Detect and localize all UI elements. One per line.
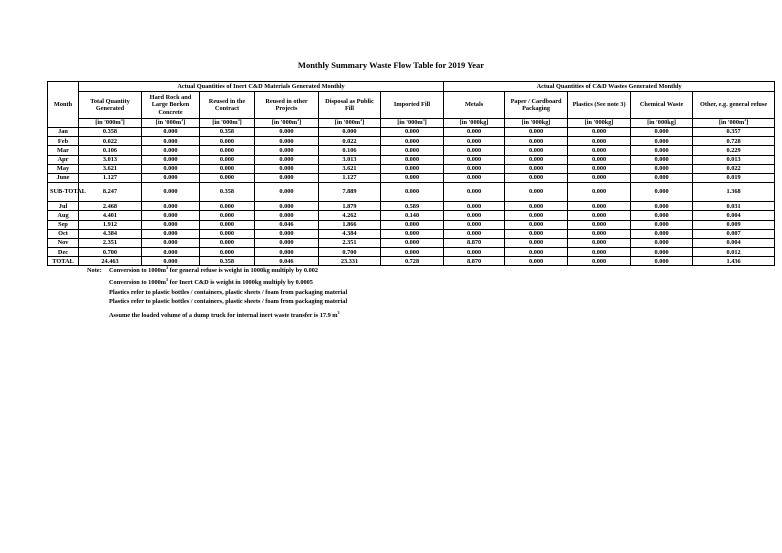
- month-cell: Jul: [48, 202, 79, 211]
- value-cell: 0.000: [200, 173, 255, 182]
- value-cell: 0.046: [255, 257, 319, 266]
- value-cell: 0.000: [505, 238, 568, 247]
- value-cell: 0.000: [568, 202, 631, 211]
- value-cell: 0.000: [142, 128, 200, 137]
- value-cell: 0.229: [693, 146, 775, 155]
- value-cell: 0.358: [200, 183, 255, 202]
- value-cell: 0.000: [200, 248, 255, 257]
- value-cell: 0.000: [444, 202, 505, 211]
- value-cell: 8.870: [444, 238, 505, 247]
- value-cell: 0.000: [200, 238, 255, 247]
- value-cell: 0.031: [693, 202, 775, 211]
- value-cell: 1.866: [319, 220, 381, 229]
- table-row: [48, 128, 775, 137]
- value-cell: 0.000: [255, 238, 319, 247]
- month-cell: Dec: [48, 248, 79, 257]
- value-cell: 0.000: [505, 155, 568, 164]
- value-cell: 0.000: [255, 248, 319, 257]
- month-cell: June: [48, 173, 79, 182]
- month-cell: Mar: [48, 146, 79, 155]
- value-cell: 0.000: [568, 137, 631, 146]
- month-cell: Jan: [48, 128, 79, 137]
- value-cell: 0.000: [444, 220, 505, 229]
- value-cell: 0.000: [381, 164, 444, 173]
- value-cell: 0.000: [505, 257, 568, 266]
- month-cell: Feb: [48, 137, 79, 146]
- value-cell: 0.000: [142, 257, 200, 266]
- value-cell: 0.000: [255, 146, 319, 155]
- value-cell: 0.000: [200, 164, 255, 173]
- value-cell: 0.004: [693, 238, 775, 247]
- value-cell: 0.000: [142, 183, 200, 202]
- wastes-group-header: Actual Quantities of C&D Wastes Generated Monthly: [444, 82, 775, 92]
- table-row: [48, 173, 775, 182]
- table-row: [48, 137, 775, 146]
- value-cell: 7.889: [319, 183, 381, 202]
- value-cell: 0.000: [631, 173, 693, 182]
- value-cell: 0.000: [255, 202, 319, 211]
- value-cell: 0.000: [568, 211, 631, 220]
- value-cell: 3.621: [79, 164, 142, 173]
- value-cell: 8.870: [444, 257, 505, 266]
- value-cell: 0.000: [505, 248, 568, 257]
- note-line-4: Plastics refer to plastic bottles / containers, plastic sheets / foam from packaging material: [109, 298, 348, 305]
- month-cell: May: [48, 164, 79, 173]
- value-cell: 0.000: [631, 164, 693, 173]
- column-header: Disposal as Public Fill: [319, 92, 381, 119]
- value-cell: 1.912: [79, 220, 142, 229]
- value-cell: 0.700: [319, 248, 381, 257]
- value-cell: 0.358: [200, 128, 255, 137]
- value-cell: 0.046: [255, 220, 319, 229]
- value-cell: 2.468: [79, 202, 142, 211]
- value-cell: 0.000: [381, 128, 444, 137]
- table-title: Monthly Summary Waste Flow Table for 2019 Year: [297, 60, 485, 70]
- value-cell: 0.000: [319, 128, 381, 137]
- unit-label: [in '$000m^3$]: [693, 119, 775, 128]
- note-line-5: Assume the loaded volume of a dump truck for internal inert waste transfer is 17.9 $m^3$: [109, 309, 340, 319]
- value-cell: 0.000: [505, 229, 568, 238]
- value-cell: 0.000: [381, 137, 444, 146]
- value-cell: 0.000: [568, 164, 631, 173]
- value-cell: 0.000: [200, 202, 255, 211]
- value-cell: 0.000: [142, 155, 200, 164]
- table-row: [48, 238, 775, 247]
- value-cell: 0.000: [505, 164, 568, 173]
- value-cell: 0.000: [631, 257, 693, 266]
- value-cell: 0.004: [693, 211, 775, 220]
- value-cell: 0.000: [631, 183, 693, 202]
- value-cell: 0.000: [568, 183, 631, 202]
- value-cell: 0.357: [693, 128, 775, 137]
- value-cell: 1.127: [319, 173, 381, 182]
- value-cell: 0.589: [381, 202, 444, 211]
- value-cell: 0.358: [200, 257, 255, 266]
- value-cell: 0.019: [693, 173, 775, 182]
- table-row: [48, 211, 775, 220]
- value-cell: 0.000: [631, 137, 693, 146]
- column-header: Total Quantity Generated: [79, 92, 142, 119]
- value-cell: 3.013: [79, 155, 142, 164]
- value-cell: 0.000: [200, 146, 255, 155]
- column-header: Paper / Cardboard Packaging: [505, 92, 568, 119]
- value-cell: 0.000: [200, 155, 255, 164]
- unit-label: [in '000kg]: [568, 119, 631, 128]
- value-cell: 1.127: [79, 173, 142, 182]
- value-cell: 0.000: [381, 229, 444, 238]
- value-cell: 24.463: [79, 257, 142, 266]
- unit-label: [in '$000m^3$]: [381, 119, 444, 128]
- unit-label: [in '$000m^3$]: [319, 119, 381, 128]
- value-cell: 0.000: [381, 248, 444, 257]
- value-cell: 0.000: [568, 146, 631, 155]
- unit-label: [in '000kg]: [505, 119, 568, 128]
- value-cell: 0.000: [255, 155, 319, 164]
- value-cell: 0.013: [693, 155, 775, 164]
- column-header: Metals: [444, 92, 505, 119]
- note-line-3: Plastics refer to plastic bottles / containers, plastic sheets / foam from packaging material: [109, 289, 348, 296]
- value-cell: 0.000: [200, 137, 255, 146]
- value-cell: 0.000: [381, 183, 444, 202]
- value-cell: 0.000: [568, 173, 631, 182]
- value-cell: 0.000: [142, 220, 200, 229]
- value-cell: 3.013: [319, 155, 381, 164]
- value-cell: 4.384: [319, 229, 381, 238]
- unit-label: [in '$000m^3$]: [200, 119, 255, 128]
- value-cell: 0.000: [255, 128, 319, 137]
- value-cell: 0.000: [381, 173, 444, 182]
- value-cell: 0.000: [444, 229, 505, 238]
- value-cell: 0.000: [505, 173, 568, 182]
- value-cell: 0.000: [568, 229, 631, 238]
- value-cell: 23.331: [319, 257, 381, 266]
- value-cell: 0.000: [568, 257, 631, 266]
- table-row: [48, 220, 775, 229]
- value-cell: 0.000: [200, 220, 255, 229]
- value-cell: 0.000: [381, 155, 444, 164]
- column-header: Plastics (See note 3): [568, 92, 631, 119]
- value-cell: 0.000: [444, 146, 505, 155]
- value-cell: 0.000: [444, 183, 505, 202]
- value-cell: 0.000: [381, 238, 444, 247]
- value-cell: 0.000: [505, 137, 568, 146]
- value-cell: 0.000: [631, 229, 693, 238]
- unit-label: [in '$000m^3$]: [255, 119, 319, 128]
- value-cell: 4.401: [79, 211, 142, 220]
- value-cell: 0.000: [200, 211, 255, 220]
- value-cell: 0.000: [142, 202, 200, 211]
- value-cell: 0.007: [693, 229, 775, 238]
- value-cell: 0.000: [444, 137, 505, 146]
- value-cell: 0.000: [505, 211, 568, 220]
- value-cell: 1.368: [693, 183, 775, 202]
- value-cell: 0.000: [505, 220, 568, 229]
- column-header: Other, e.g. general refuse: [693, 92, 775, 119]
- column-header: Chemical Waste: [631, 92, 693, 119]
- value-cell: 0.000: [444, 164, 505, 173]
- value-cell: 0.000: [200, 229, 255, 238]
- column-header: Reused in the Contract: [200, 92, 255, 119]
- value-cell: 1.879: [319, 202, 381, 211]
- unit-label: [in '000kg]: [444, 119, 505, 128]
- unit-label: [in '$000m^3$]: [79, 119, 142, 128]
- value-cell: 0.000: [631, 146, 693, 155]
- table-row: [48, 155, 775, 164]
- value-cell: 0.000: [142, 229, 200, 238]
- value-cell: 0.000: [444, 128, 505, 137]
- column-header: Hard Rock and Large Borken Concrete: [142, 92, 200, 119]
- value-cell: 0.700: [79, 248, 142, 257]
- value-cell: 0.000: [381, 220, 444, 229]
- table-row: [48, 257, 775, 266]
- note-line-2: Conversion to $1000m^3$ for Inert C&D is weight in 1000kg multiply by 0.0005: [109, 276, 313, 286]
- value-cell: 0.000: [255, 183, 319, 202]
- value-cell: 0.000: [505, 202, 568, 211]
- value-cell: 0.000: [568, 238, 631, 247]
- value-cell: 0.000: [255, 164, 319, 173]
- value-cell: 0.000: [631, 220, 693, 229]
- value-cell: 0.000: [142, 137, 200, 146]
- value-cell: 0.012: [693, 248, 775, 257]
- value-cell: 0.000: [505, 146, 568, 155]
- value-cell: 0.000: [631, 202, 693, 211]
- value-cell: 0.022: [79, 137, 142, 146]
- value-cell: 2.351: [319, 238, 381, 247]
- value-cell: 0.000: [631, 238, 693, 247]
- value-cell: 0.000: [142, 146, 200, 155]
- month-cell: Aug: [48, 211, 79, 220]
- month-cell: Apr: [48, 155, 79, 164]
- table-row: [48, 164, 775, 173]
- unit-label: [in '$000m^3$]: [142, 119, 200, 128]
- value-cell: 0.106: [79, 146, 142, 155]
- month-cell: Nov: [48, 238, 79, 247]
- value-cell: 0.000: [631, 155, 693, 164]
- value-cell: 0.000: [142, 164, 200, 173]
- value-cell: 0.728: [693, 137, 775, 146]
- value-cell: 4.384: [79, 229, 142, 238]
- waste-flow-table: [47, 81, 775, 266]
- value-cell: 3.621: [319, 164, 381, 173]
- value-cell: 0.009: [693, 220, 775, 229]
- month-cell: SUB-TOTAL: [48, 183, 79, 202]
- note-line-1: Conversion to $1000m^3$ for general refuse is weight in 1000kg multiply by 0.002: [109, 264, 319, 274]
- table-row: [48, 229, 775, 238]
- month-cell: Sep: [48, 220, 79, 229]
- value-cell: 8.247: [79, 183, 142, 202]
- value-cell: 0.000: [142, 173, 200, 182]
- value-cell: 0.000: [568, 128, 631, 137]
- value-cell: 0.000: [444, 155, 505, 164]
- table-row: [48, 248, 775, 257]
- value-cell: 0.140: [381, 211, 444, 220]
- value-cell: 0.728: [381, 257, 444, 266]
- value-cell: 0.000: [444, 248, 505, 257]
- value-cell: 0.000: [505, 183, 568, 202]
- value-cell: 4.262: [319, 211, 381, 220]
- month-header: Month: [48, 82, 79, 128]
- value-cell: 0.000: [444, 211, 505, 220]
- value-cell: 0.000: [142, 238, 200, 247]
- value-cell: 0.000: [568, 220, 631, 229]
- value-cell: 0.000: [255, 229, 319, 238]
- value-cell: 0.000: [255, 137, 319, 146]
- unit-label: [in '000kg]: [631, 119, 693, 128]
- table-row: [48, 183, 775, 202]
- inert-group-header: Actual Quantities of Inert C&D Materials Generated Monthly: [79, 82, 444, 92]
- value-cell: 0.000: [505, 128, 568, 137]
- value-cell: 0.000: [631, 211, 693, 220]
- column-header: Imported Fill: [381, 92, 444, 119]
- table-row: [48, 146, 775, 155]
- value-cell: 0.000: [142, 248, 200, 257]
- value-cell: 0.000: [568, 248, 631, 257]
- value-cell: 0.022: [693, 164, 775, 173]
- month-cell: Oct: [48, 229, 79, 238]
- value-cell: 0.000: [255, 173, 319, 182]
- value-cell: 0.000: [568, 155, 631, 164]
- value-cell: 0.000: [255, 211, 319, 220]
- value-cell: 0.000: [381, 146, 444, 155]
- value-cell: 0.022: [319, 137, 381, 146]
- value-cell: 0.000: [142, 211, 200, 220]
- month-cell: TOTAL: [48, 257, 79, 266]
- column-header: Reused in other Projects: [255, 92, 319, 119]
- value-cell: 0.000: [631, 128, 693, 137]
- value-cell: 0.106: [319, 146, 381, 155]
- value-cell: 0.358: [79, 128, 142, 137]
- value-cell: 1.436: [693, 257, 775, 266]
- value-cell: 2.351: [79, 238, 142, 247]
- value-cell: 0.000: [444, 173, 505, 182]
- value-cell: 0.000: [631, 248, 693, 257]
- table-row: [48, 202, 775, 211]
- note-label: Note:: [87, 267, 102, 274]
